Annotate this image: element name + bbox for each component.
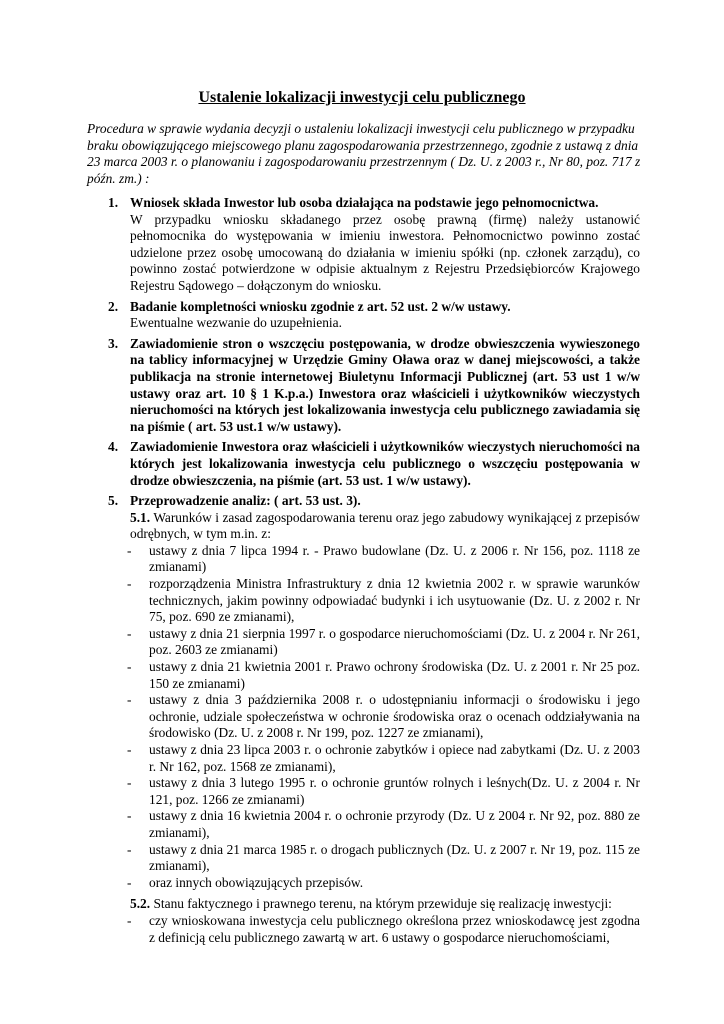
list-item: - oraz innych obowiązujących przepisów. [127,874,364,890]
step-3 [108,336,640,436]
substep-text: Stanu faktycznego i prawnego terenu, na którym przewiduje się realizację inwestycji: [153,896,612,912]
list-item: - ustawy z dnia 21 kwietnia 2001 r. Prawo ochrony środowiska (Dz. U. z 2001 r. Nr 25 poz. 150 ze zmianami) [127,659,640,691]
substep-number: 5.2. [130,896,151,912]
document-title: Ustalenie lokalizacji inwestycji celu publicznego [198,89,526,106]
step-heading: Badanie kompletności wniosku zgodnie z art. 52 ust. 2 w/w ustawy. [130,298,511,314]
list-item: - czy wnioskowana inwestycja celu publicznego określona przez wnioskodawcę jest zgodna z definicją celu publicznego zawartą w art. 6 ustawy o gospodarce nieruchomościami, [127,912,640,945]
step-text: W przypadku wniosku składanego przez osobę prawną (firmę) należy ustanowić pełnomocnika do występowania w imieniu inwestora. Pełnomocnictwo powinno zostać udzielone przez osobę umocowaną do działania w imieniu spółki (np. członek zarządu), co powinno zostać potwierdzone w odpisie aktualnym z Rejestru Przedsiębiorców Krajowego Rejestru Sądowego – dołączonym do wniosku. [130,211,640,293]
list-item: - ustawy z dnia 21 marca 1985 r. o drogach publicznych (Dz. U. z 2007 r. Nr 19, poz. 115 ze zmianami), [127,841,640,874]
step-5 [108,493,640,946]
step-2 [108,299,640,332]
list-item: - ustawy z dnia 16 kwietnia 2004 r. o ochronie przyrody (Dz. U z 2004 r. Nr 92, poz. 880 ze zmianami), [127,808,640,840]
substep-number: 5.1. [130,509,151,525]
step-number: 4. [108,439,119,455]
substep-5-2 [130,896,640,913]
step-number: 2. [108,298,119,314]
substep-text: Warunków i zasad zagospodarowania terenu oraz jego zabudowy wynikającej z przepisów odrębnych, w tym m.in. z: [130,509,640,542]
procedure-intro: Procedura w sprawie wydania decyzji o ustaleniu lokalizacji inwestycji celu publicznego w przypadku braku obowiązującego miejscowego planu zagospodarowania przestrzennego, zgodnie z ustawą z dnia 23 marca 2003 r. o planowaniu i zagospodarowaniu przestrzennym ( Dz. U. z 2003 r., Nr 80, poz. 717 z późn. zm.) : [87,121,641,186]
list-item: - rozporządzenia Ministra Infrastruktury z dnia 12 kwietnia 2002 r. w sprawie warunków technicznych, jakim powinny odpowiadać budynki i ich usytuowanie (Dz. U. z 2002 r. Nr 75, poz. 690 ze zmianami), [127,576,640,625]
list-item: - ustawy z dnia 7 lipca 1994 r. - Prawo budowlane (Dz. U. z 2006 r. Nr 156, poz. 1118 ze zmianami) [127,542,640,575]
procedure-steps [108,195,640,950]
step-text: Ewentualne wezwanie do uzupełnienia. [130,315,342,331]
list-item: - ustawy z dnia 21 sierpnia 1997 r. o gospodarce nieruchomościami (Dz. U. z 2004 r. Nr 261, poz. 2603 ze zmianami) [127,625,640,658]
step-1 [108,195,640,295]
step-heading: Zawiadomienie Inwestora oraz właścicieli i użytkowników wieczystych nieruchomości na których jest lokalizowania inwestycja celu publicznego o wszczęciu postępowania w drodze obwieszczenia, na piśmie (art. 53 ust. 1 w/w ustawy). [130,439,640,488]
step-4 [108,439,640,489]
step-number: 5. [108,493,119,509]
list-item: - ustawy z dnia 3 października 2008 r. o udostępnianiu informacji o środowisku i jego ochronie, udziale społeczeństwa w ochronie środowiska oraz o ocenach oddziaływania na środowisko (Dz. U. z 2008 r. Nr 199, poz. 1227 ze zmianami), [127,692,640,741]
legal-acts-list [107,543,640,891]
step-number: 1. [108,195,119,210]
terrain-analysis-list [107,913,640,946]
step-heading: Zawiadomienie stron o wszczęciu postępowania, w drodze obwieszczenia wywieszonego na tablicy informacyjnej w Urzędzie Gminy Oława oraz w danej miejscowości, a także publikacja na stronie internetowej Biuletynu Informacji Publicznej (art. 53 ust 1 w/w ustawy oraz art. 10 § 1 K.p.a.) Inwestora oraz właścicieli i użytkowników wieczystych nieruchomości na których jest lokalizowania inwestycja celu publicznego zawiadamia się na piśmie ( art. 53 ust.1 w/w ustawy). [130,335,640,434]
list-item: - ustawy z dnia 3 lutego 1995 r. o ochronie gruntów rolnych i leśnych(Dz. U. z 2004 r. Nr 121, poz. 1266 ze zmianami) [127,775,640,807]
substep-5-1 [130,510,640,543]
list-item: - ustawy z dnia 23 lipca 2003 r. o ochronie zabytków i opiece nad zabytkami (Dz. U. z 2003 r. Nr 162, poz. 1568 ze zmianami), [127,742,640,774]
step-heading: Przeprowadzenie analiz: ( art. 53 ust. 3). [130,493,361,509]
step-number: 3. [108,335,119,351]
step-heading: Wniosek składa Inwestor lub osoba działająca na podstawie jego pełnomocnictwa. [130,195,599,210]
